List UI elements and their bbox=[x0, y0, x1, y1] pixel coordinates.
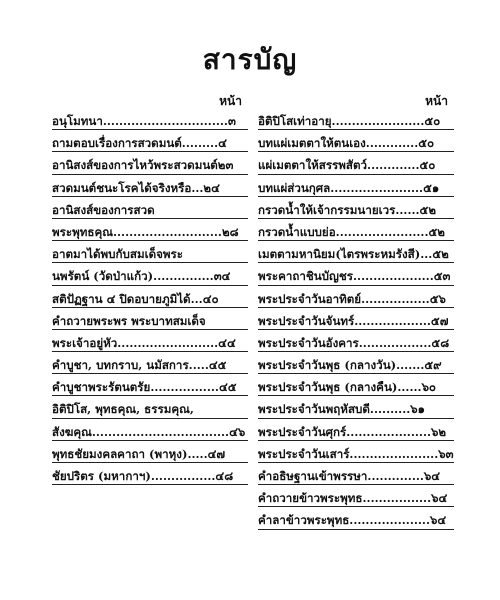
toc-entry bbox=[258, 177, 454, 199]
toc-entry bbox=[258, 332, 454, 354]
page-number-header: หน้า bbox=[425, 94, 448, 108]
toc-entry-text: สวดมนต์ชนะโรคได้จริงหรือ...๒๔ bbox=[52, 180, 220, 195]
toc-entry bbox=[52, 110, 248, 132]
toc-entry-list bbox=[52, 110, 248, 487]
toc-entry bbox=[258, 243, 454, 265]
toc-entry-text: สังฆคุณ..................................๔๖ bbox=[52, 424, 246, 439]
toc-entry bbox=[258, 398, 454, 420]
toc-entry-text: แผ่เมตตาให้สรรพสัตว์.............๕๐ bbox=[258, 158, 436, 173]
toc-entry-text: พระประจำวันเสาร์......................๖๓ bbox=[258, 446, 454, 461]
toc-entry-text: พระประจำวันพฤหัสบดี..........๖๑ bbox=[258, 402, 425, 417]
toc-entry bbox=[258, 465, 454, 487]
toc-entry bbox=[52, 221, 248, 243]
toc-entry-text: พระประจำวันจันทร์...................๕๗ bbox=[258, 313, 449, 328]
toc-entry-text: สติปัฏฐาน ๔ ปิดอบายภูมิได้...๔๐ bbox=[52, 291, 219, 306]
toc-entry bbox=[258, 509, 454, 531]
toc-entry-text: กรวดน้ำให้เจ้ากรรมนายเวร......๕๒ bbox=[258, 202, 436, 217]
toc-entry-list bbox=[258, 110, 454, 532]
page-title: สารบัญ bbox=[202, 43, 298, 76]
toc-entry-text: อิติปิโส, พุทธคุณ, ธรรมคุณ, bbox=[52, 402, 194, 417]
toc-entry-text: พระเจ้าอยู่หัว.........................๔๔ bbox=[52, 335, 236, 350]
toc-entry-text: อนุโมทนา...............................๓ bbox=[52, 114, 236, 128]
toc-entry-text: อานิสงส์ของการไหว้พระสวดมนต์๒๓ bbox=[52, 158, 234, 173]
toc-entry-text: พุทธชัยมงคลคาถา (พาหุง).....๔๗ bbox=[52, 446, 226, 461]
toc-entry bbox=[52, 332, 248, 354]
toc-entry bbox=[52, 398, 248, 420]
toc-entry-text: คำถวายพระพร พระบาทสมเด็จ bbox=[52, 313, 206, 328]
toc-entry-text: นพรัตน์ (วัดป่าแก้ว)...............๓๔ bbox=[52, 269, 231, 284]
toc-entry bbox=[258, 376, 454, 398]
toc-entry-text: ถามตอบเรื่องการสวดมนต์.........๔ bbox=[52, 136, 227, 151]
toc-entry bbox=[258, 221, 454, 243]
toc-entry-text: พระประจำวันอังคาร..................๕๘ bbox=[258, 335, 450, 350]
toc-entry bbox=[258, 310, 454, 332]
toc-entry-text: อานิสงส์ของการสวด bbox=[52, 202, 155, 217]
toc-entry bbox=[258, 132, 454, 154]
toc-column-left bbox=[52, 92, 248, 487]
toc-entry bbox=[258, 354, 454, 376]
toc-entry-text: คำลาข้าวพระพุทธ....................๖๔ bbox=[258, 513, 447, 528]
toc-entry bbox=[52, 243, 248, 265]
toc-entry-text: กรวดน้ำแบบย่อ.......................๕๒ bbox=[258, 224, 445, 239]
toc-entry-text: คำถวายข้าวพระพุทธ.................๖๔ bbox=[258, 491, 448, 506]
toc-entry-text: อิติปิโสเท่าอายุ.......................๕๐ bbox=[258, 114, 441, 128]
toc-entry-text: พระประจำวันศุกร์.....................๖๒ bbox=[258, 424, 447, 439]
toc-entry bbox=[258, 443, 454, 465]
toc-entry bbox=[258, 421, 454, 443]
toc-entry bbox=[52, 354, 248, 376]
toc-entry-text: พระประจำวันอาทิตย์.................๕๖ bbox=[258, 291, 446, 306]
toc-entry bbox=[52, 288, 248, 310]
toc-column-right bbox=[258, 92, 454, 532]
toc-entry bbox=[258, 154, 454, 176]
toc-entry bbox=[258, 288, 454, 310]
toc-entry-text: คำอธิษฐานเข้าพรรษา..............๖๔ bbox=[258, 469, 441, 483]
toc-entry-text: คำบูชา, บทกราบ, นมัสการ.....๔๕ bbox=[52, 358, 227, 373]
toc-entry bbox=[52, 443, 248, 465]
toc-entry-text: พระคาถาชินบัญชร....................๕๓ bbox=[258, 269, 451, 284]
toc-entry bbox=[52, 177, 248, 199]
toc-entry bbox=[52, 465, 248, 487]
toc-entry-text: บทแผ่ส่วนกุศล.......................๕๑ bbox=[258, 180, 440, 195]
toc-entry bbox=[258, 487, 454, 509]
toc-entry bbox=[52, 310, 248, 332]
toc-entry bbox=[258, 265, 454, 287]
toc-entry-text: พระประจำวันพุธ (กลางวัน).......๕๙ bbox=[258, 358, 442, 373]
toc-entry-text: ชัยปริตร (มหากาฯ)................๔๘ bbox=[52, 469, 234, 483]
toc-entry-text: อาตมาได้พบกับสมเด็จพระ bbox=[52, 247, 183, 262]
toc-entry-text: พระประจำวันพุธ (กลางคืน)......๖๐ bbox=[258, 380, 437, 395]
toc-entry-text: เมตตามหานิยม(ไตรพระหมรังสี)...๕๒ bbox=[258, 247, 449, 262]
toc-entry bbox=[52, 199, 248, 221]
toc-entry bbox=[52, 265, 248, 287]
toc-entry-text: พระพุทธคุณ...........................๒๘ bbox=[52, 224, 239, 239]
toc-entry bbox=[52, 132, 248, 154]
toc-entry bbox=[52, 376, 248, 398]
toc-entry bbox=[258, 199, 454, 221]
toc-entry-text: คำบูชาพระรัตนตรัย.................๔๕ bbox=[52, 380, 237, 395]
toc-entry bbox=[52, 154, 248, 176]
toc-entry bbox=[258, 110, 454, 132]
toc-entry-text: บทแผ่เมตตาให้ตนเอง.............๕๐ bbox=[258, 136, 435, 151]
page-number-header: หน้า bbox=[219, 94, 242, 108]
toc-entry bbox=[52, 421, 248, 443]
